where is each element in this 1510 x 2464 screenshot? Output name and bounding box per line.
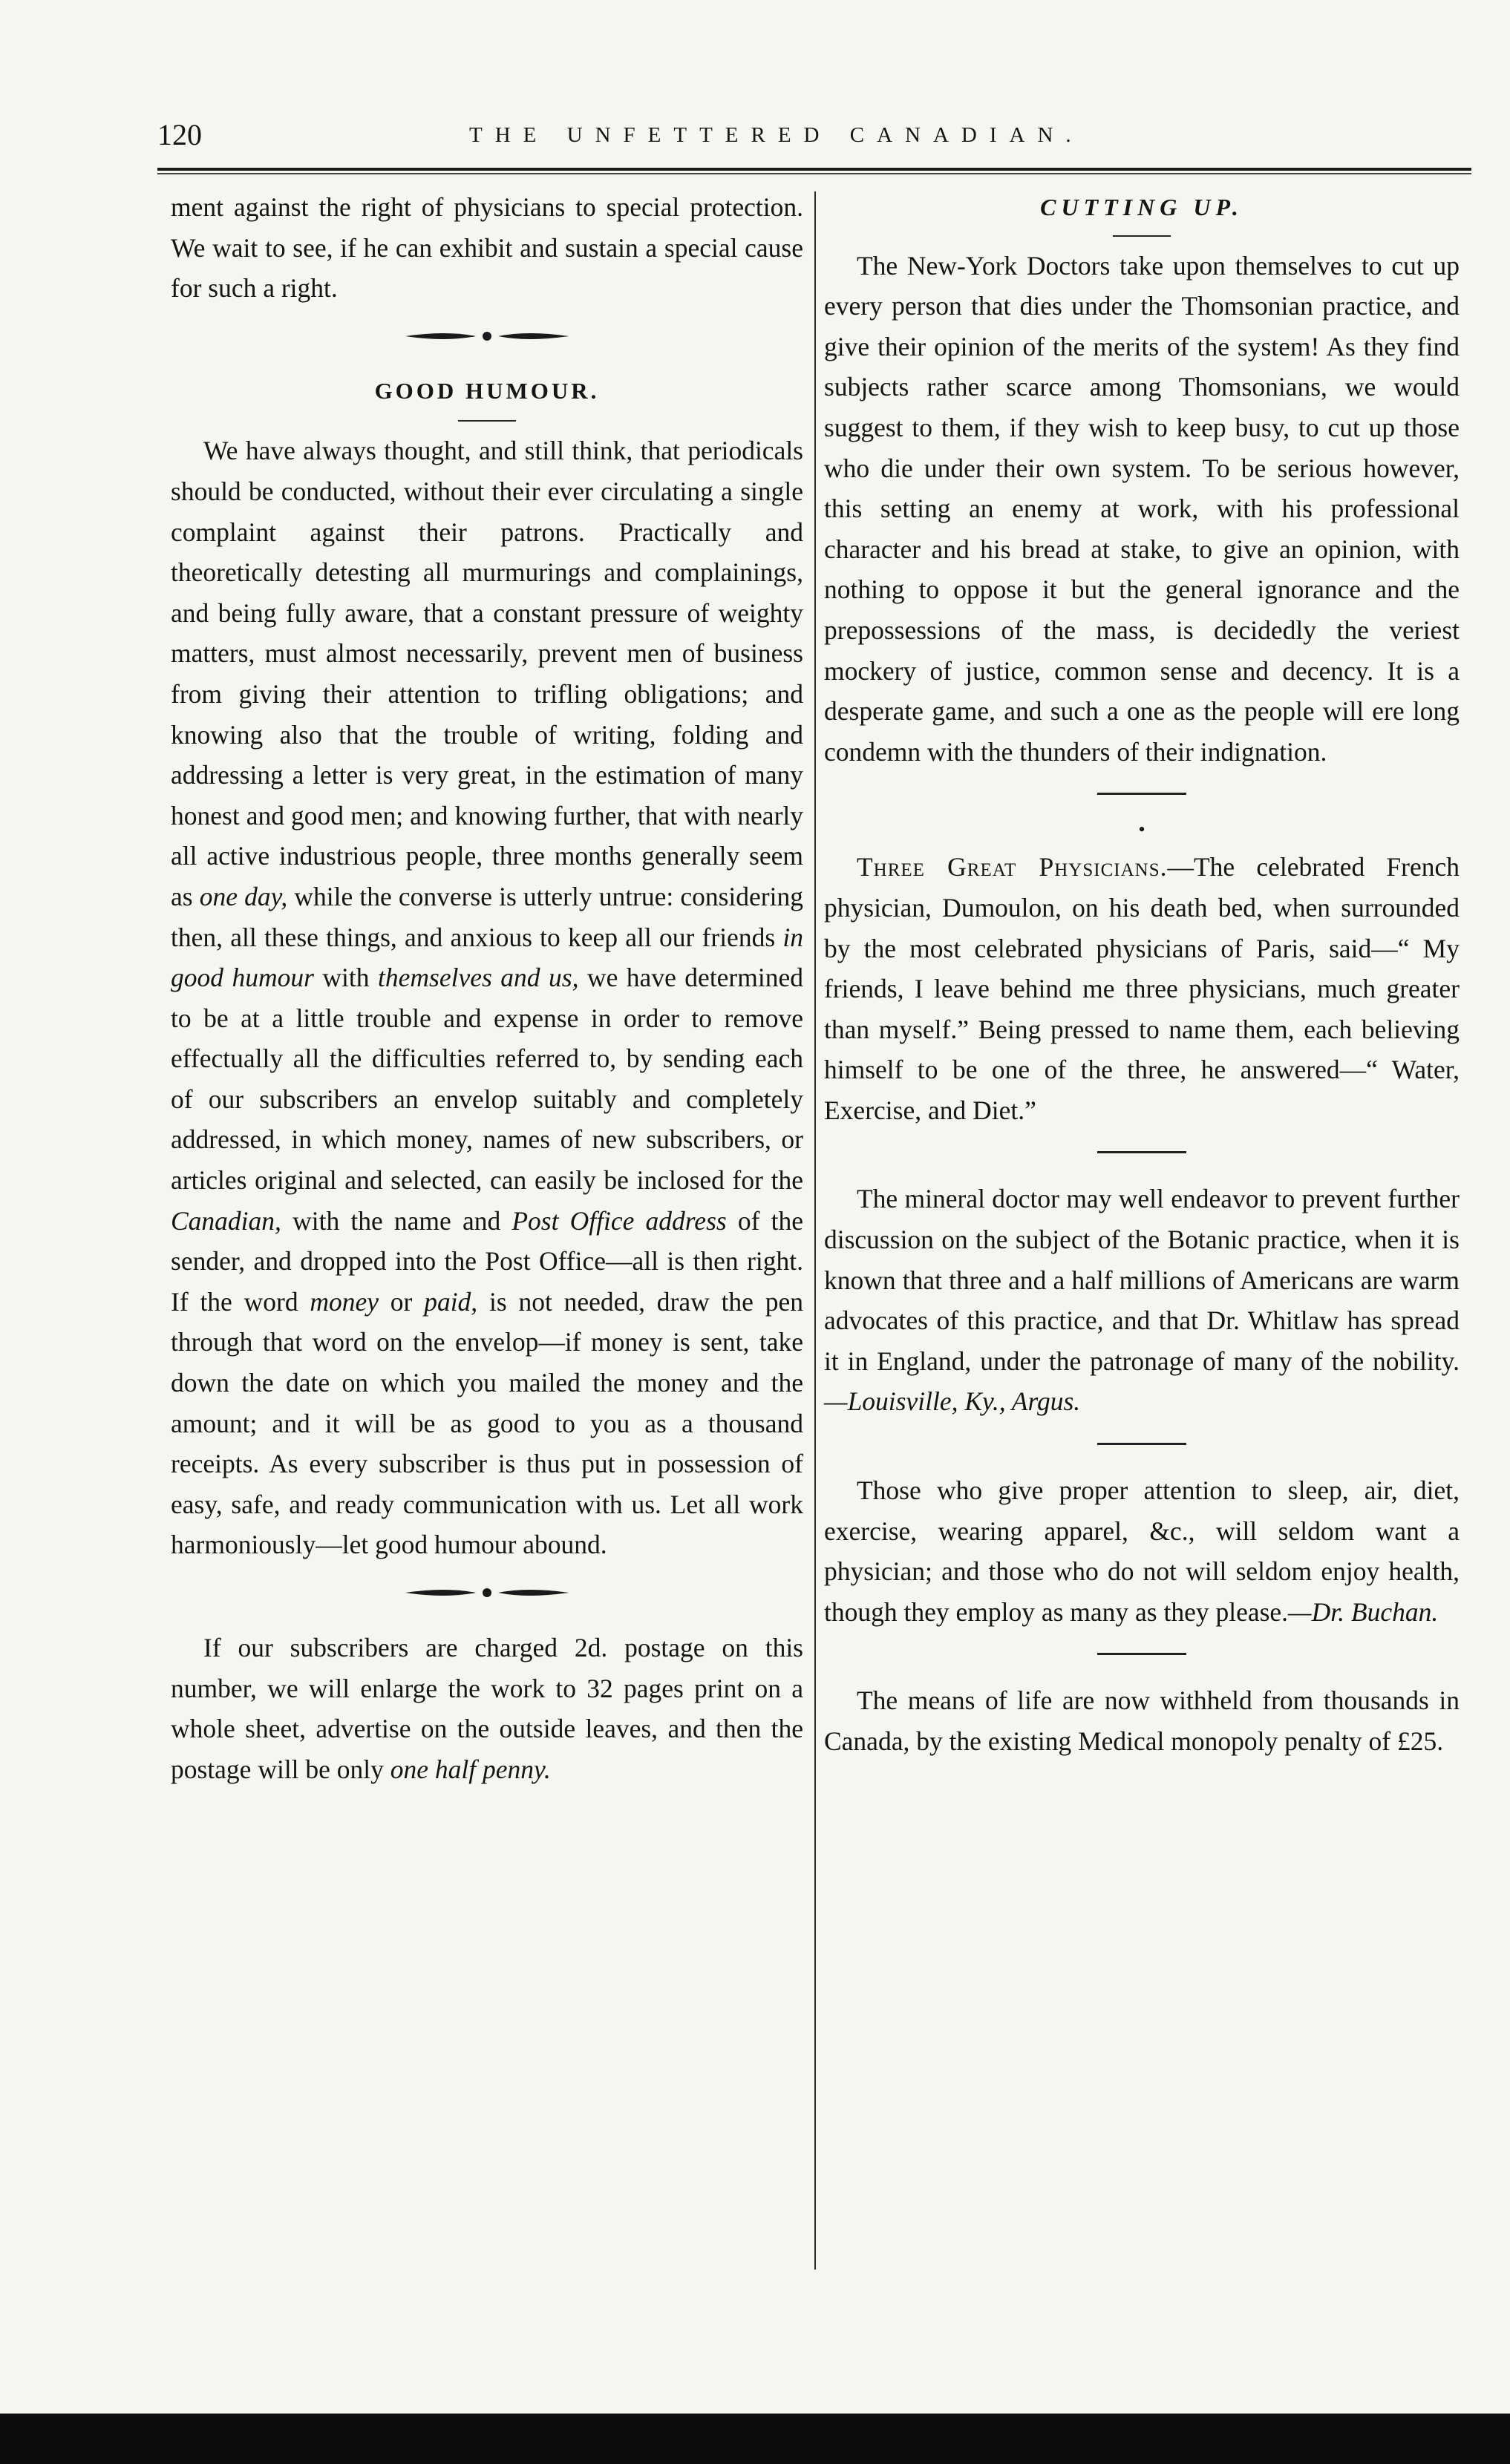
section-rule <box>1097 1653 1186 1655</box>
sleep-paragraph: Those who give proper attention to sleep, air, diet, exercise, wearing apparel, &c., will seldom want a physician; and those who do not will seldom enjoy health, though they employ as many as they please.—Dr. Buchan. <box>824 1475 1460 1627</box>
ornament-divider <box>402 1585 572 1601</box>
three-physicians-paragraph: Three Great Physicians.—The celebrated French physician, Dumoulon, on his death bed, when surrounded by the most celebrated physicians of Paris, said—“ My friends, I leave behind me three physicians, much greater than myself.” Being pressed to name them, each believing himself to be one of the three, he answered—“ Water, Exercise, and Diet.” <box>824 852 1460 1125</box>
heading-good-humour: GOOD HUMOUR. <box>374 377 600 404</box>
section-rule <box>1097 1151 1186 1153</box>
heading-rule <box>458 420 516 422</box>
left-column <box>171 187 803 1789</box>
right-column <box>824 187 1460 1762</box>
ornament-divider <box>402 328 572 344</box>
three-physicians-title: Three Great Physicians. <box>857 852 1168 882</box>
section-rule <box>1097 1443 1186 1445</box>
cutting-up-paragraph: The New-York Doctors take upon themselves to cut up every person that dies under the Thomsonian practice, and give their opinion of the merits of the system! As they find subjects rather scarce among Thomsonians, we would suggest to them, if they wish to keep busy, to cut up those who die under their own system. To be serious however, this setting an enemy at work, with his professional character and his bread at stake, to give an opinion, with nothing to oppose it but the general ignorance and the prepossessions of the mass, is decidedly the veriest mockery of justice, common sense and decency. It is a desperate game, and such a one as the people will ere long condemn with the thunders of their indignation. <box>824 250 1460 767</box>
postage-paragraph: If our subscribers are charged 2d. postage on this number, we will enlarge the work to 32 pages print on a whole sheet, advertise on the outside leaves, and then the postage will be only one half penny. <box>171 1633 803 1784</box>
continuation-paragraph: ment against the right of physicians to special protection. We wait to see, if he can exhibit and sustain a special cause for such a right. <box>171 192 803 304</box>
page-number: 120 <box>157 118 202 151</box>
means-of-life-paragraph: The means of life are now withheld from thousands in Canada, by the existing Medical monopoly penalty of £25. <box>824 1685 1460 1756</box>
mineral-doctor-paragraph: The mineral doctor may well endeavor to prevent further discussion on the subject of the Botanic practice, when it is known that three and a half millions of Americans are warm advocates of this practice, and that Dr. Whitlaw has spread it in England, under the patronage of many of the nobility.—Louisville, Ky., Argus. <box>824 1184 1460 1417</box>
header-rule-thin <box>157 173 1471 174</box>
page-header <box>157 117 1471 162</box>
bullet-mark: • <box>1138 819 1145 841</box>
column-divider <box>814 191 816 2270</box>
heading-cutting-up: CUTTING UP. <box>1040 194 1243 220</box>
good-humour-paragraph: We have always thought, and still think, that periodicals should be conducted, without their ever circulating a single complaint against their patrons. Practically and theoretically detesting all murmurings and complainings, and being fully aware, that a constant pressure of weighty matters, must almost necessarily, prevent men of business from giving their attention to trifling obligations; and knowing also that the trouble of writing, folding and addressing a letter is very great, in the estimation of many honest and good men; and knowing further, that with nearly all active industrious people, three months generally seem as one day, while the converse is utterly untrue: considering then, all these things, and anxious to keep all our friends in good humour with themselves and us, we have determined to be at a little trouble and expense in order to remove effectually all the difficulties referred to, by sending each of our subscribers an envelop suitably and completely addressed, in which money, names of new subscribers, or articles original and selected, can easily be inclosed for the Canadian, with the name and Post Office address of the sender, and dropped into the Post Office—all is then right. If the word money or paid, is not needed, draw the pen through that word on the envelop—if money is sent, take down the date on which you mailed the money and the amount; and it will be as good to you as a thousand receipts. As every subscriber is thus put in possession of easy, safe, and ready communication with us. Let all work harmoniously—let good humour abound. <box>171 436 803 1560</box>
header-rule <box>157 168 1471 171</box>
page-edge-shadow <box>0 2414 1510 2464</box>
section-rule <box>1097 793 1186 795</box>
heading-rule <box>1113 235 1171 237</box>
running-title: THE UNFETTERED CANADIAN. <box>469 123 1084 147</box>
